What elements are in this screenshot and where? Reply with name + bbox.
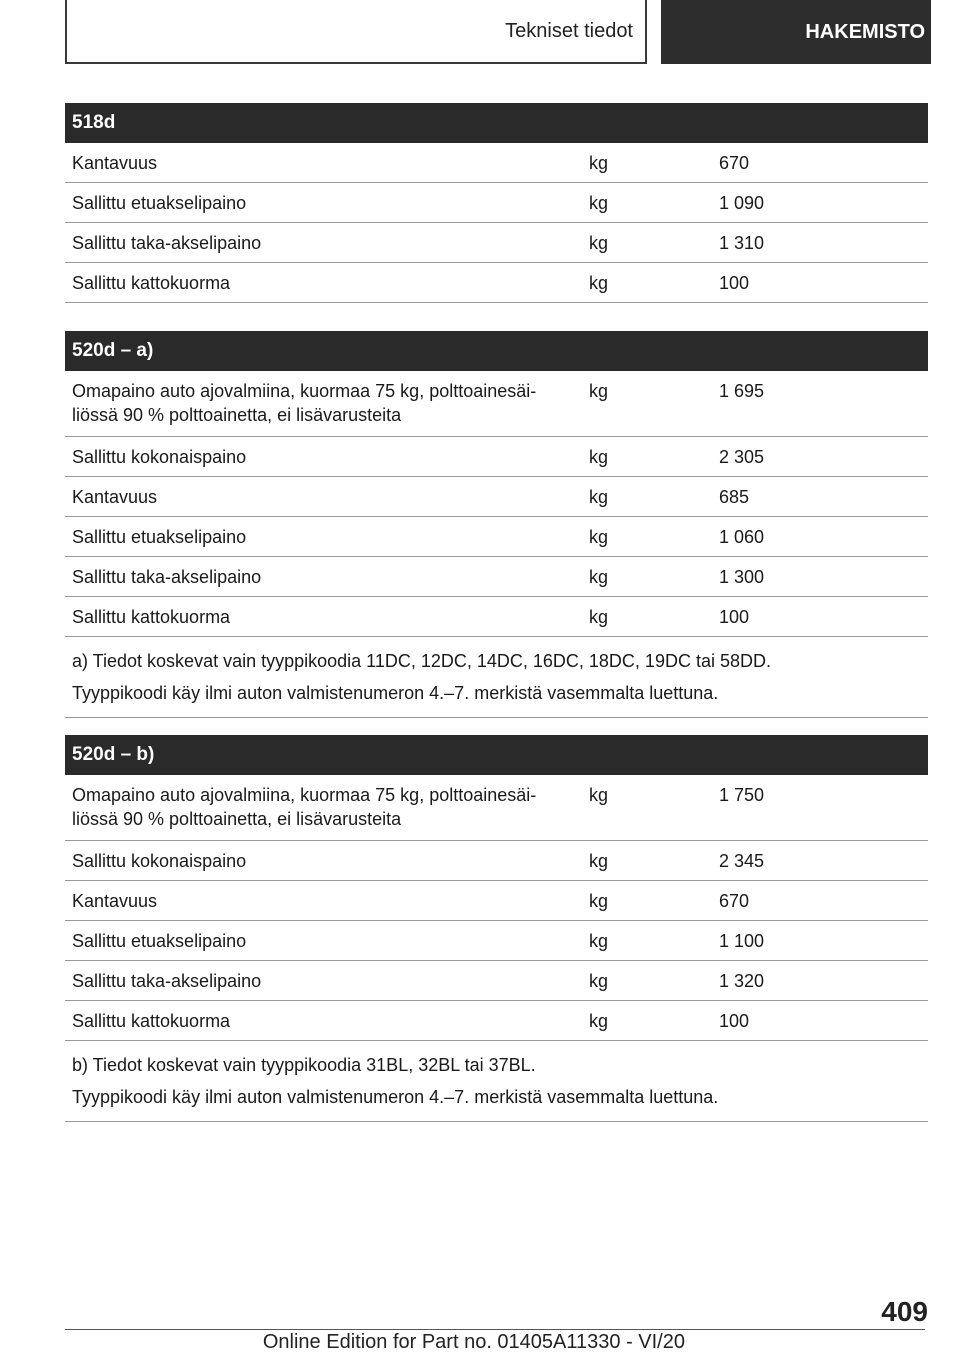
row-value: 1 750 (719, 785, 765, 805)
chapter-tab-label: Tekniset tiedot (505, 19, 633, 42)
row-value: 100 (719, 1011, 750, 1031)
row-unit: kg (589, 381, 609, 401)
row-label: Sallittu kattokuorma (72, 273, 231, 293)
row-value: 1 100 (719, 931, 765, 951)
footnote-line: b) Tiedot koskevat vain tyyppikoodia 31BL, 32BL tai 37BL. (72, 1055, 536, 1075)
table-title: 518d (65, 103, 928, 143)
table-row (65, 841, 928, 881)
row-value: 670 (719, 891, 750, 911)
row-label: Sallittu taka-akselipaino (72, 971, 262, 991)
row-unit: kg (589, 273, 609, 293)
index-tab-label: HAKEMISTO (805, 20, 925, 43)
table-row (65, 223, 928, 263)
row-unit: kg (589, 233, 609, 253)
table-row (65, 371, 928, 437)
row-unit: kg (589, 851, 609, 871)
row-unit: kg (589, 447, 609, 467)
table-520d-b (65, 735, 928, 1122)
row-value: 1 310 (719, 233, 765, 253)
table-row (65, 881, 928, 921)
table-title: 520d – a) (65, 331, 928, 371)
row-value: 685 (719, 487, 750, 507)
table-footnote (65, 1041, 928, 1122)
table-row (65, 961, 928, 1001)
table-518d (65, 103, 928, 303)
table-row (65, 477, 928, 517)
row-value: 100 (719, 273, 750, 293)
row-label: Sallittu etuakselipaino (72, 193, 247, 213)
row-unit: kg (589, 1011, 609, 1031)
row-unit: kg (589, 153, 609, 173)
row-unit: kg (589, 971, 609, 991)
table-row (65, 597, 928, 637)
footnote-line: Tyyppikoodi käy ilmi auton valmistenumeron 4.–7. merkistä vasemmalta luettuna. (72, 683, 719, 703)
row-value: 100 (719, 607, 750, 627)
row-value: 2 305 (719, 447, 765, 467)
table-row (65, 775, 928, 841)
row-value: 2 345 (719, 851, 765, 871)
table-footnote (65, 637, 928, 718)
row-unit: kg (589, 567, 609, 587)
index-tab[interactable] (661, 0, 931, 64)
table-row (65, 1001, 928, 1041)
row-value: 1 695 (719, 381, 765, 401)
row-value: 670 (719, 153, 750, 173)
row-label: Sallittu kattokuorma (72, 607, 231, 627)
table-row (65, 517, 928, 557)
row-unit: kg (589, 931, 609, 951)
footer-divider (65, 1329, 925, 1330)
table-row (65, 143, 928, 183)
row-label: Sallittu kokonaispaino (72, 851, 247, 871)
page-number: 409 (881, 1296, 928, 1327)
row-label: Sallittu kattokuorma (72, 1011, 231, 1031)
row-unit: kg (589, 607, 609, 627)
page-header (65, 0, 931, 66)
table-row (65, 921, 928, 961)
table-row (65, 183, 928, 223)
row-label: Sallittu etuakselipaino (72, 931, 247, 951)
row-label: Omapaino auto ajovalmiina, kuormaa 75 kg, polttoainesäi- liössä 90 % polttoainetta, ei lisävarusteita (72, 785, 537, 829)
table-row (65, 437, 928, 477)
row-label: Kantavuus (72, 891, 158, 911)
row-unit: kg (589, 487, 609, 507)
row-unit: kg (589, 891, 609, 911)
table-row (65, 263, 928, 303)
row-label: Sallittu kokonaispaino (72, 447, 247, 467)
row-label: Kantavuus (72, 153, 158, 173)
row-label: Kantavuus (72, 487, 158, 507)
table-row (65, 557, 928, 597)
edition-text: Online Edition for Part no. 01405A11330 - VI/20 (262, 1331, 685, 1353)
row-value: 1 090 (719, 193, 765, 213)
row-value: 1 060 (719, 527, 765, 547)
table-title: 520d – b) (65, 735, 928, 775)
row-label: Sallittu etuakselipaino (72, 527, 247, 547)
row-label: Sallittu taka-akselipaino (72, 567, 262, 587)
row-value: 1 300 (719, 567, 765, 587)
row-label: Sallittu taka-akselipaino (72, 233, 262, 253)
row-label: Omapaino auto ajovalmiina, kuormaa 75 kg, polttoainesäi- liössä 90 % polttoainetta, ei lisävarusteita (72, 381, 537, 425)
row-unit: kg (589, 785, 609, 805)
row-unit: kg (589, 193, 609, 213)
chapter-tab[interactable] (65, 0, 647, 64)
row-value: 1 320 (719, 971, 765, 991)
row-unit: kg (589, 527, 609, 547)
table-520d-a (65, 331, 928, 718)
footnote-line: Tyyppikoodi käy ilmi auton valmistenumeron 4.–7. merkistä vasemmalta luettuna. (72, 1087, 719, 1107)
footnote-line: a) Tiedot koskevat vain tyyppikoodia 11DC, 12DC, 14DC, 16DC, 18DC, 19DC tai 58DD. (72, 651, 771, 671)
